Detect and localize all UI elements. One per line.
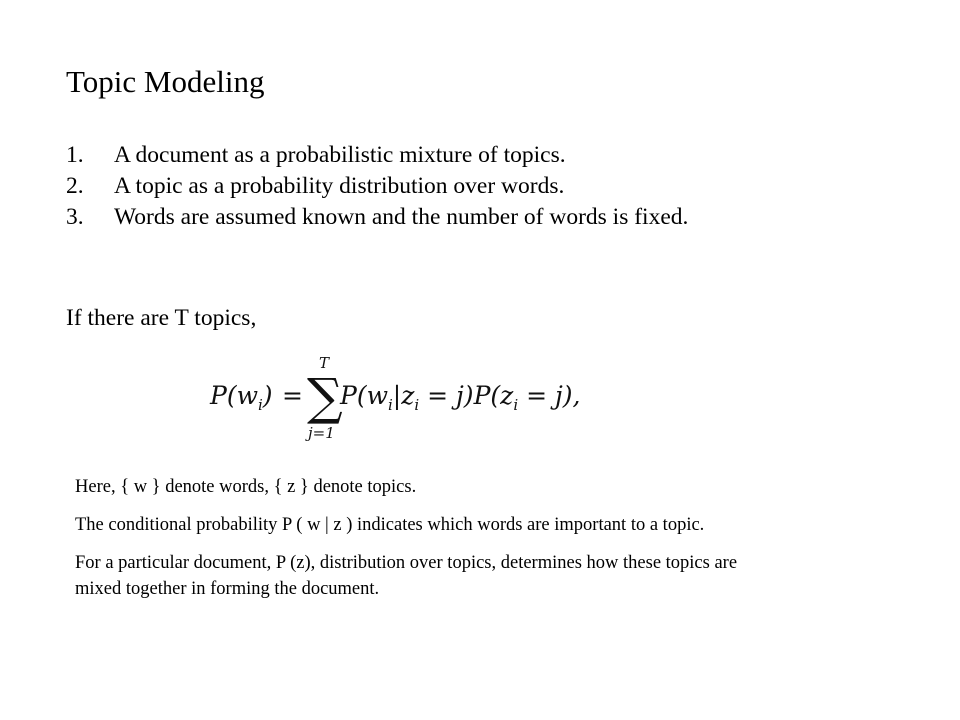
list-item-number: 2. xyxy=(66,173,84,199)
list-item-text: A topic as a probability distribution over words. xyxy=(114,173,565,199)
list-item xyxy=(66,171,688,202)
list-item xyxy=(66,202,688,233)
slide-title: Topic Modeling xyxy=(66,64,265,99)
probability-equation xyxy=(206,352,586,444)
list-item xyxy=(66,140,688,171)
key-points-list xyxy=(66,140,688,233)
list-item-number: 3. xyxy=(66,204,84,230)
topics-intro-text: If there are T topics, xyxy=(66,305,257,331)
list-item-text: A document as a probabilistic mixture of topics. xyxy=(114,142,566,168)
notes-conditional-probability: The conditional probability P ( w | z ) indicates which words are important to a topic. xyxy=(75,515,705,535)
sum-lower-limit: j=1 xyxy=(308,424,335,442)
equation-lhs: $P(w_i)$ xyxy=(210,381,273,414)
summation-symbol: ∑ xyxy=(307,368,343,426)
equation-rhs: $P(w_i|z_i = j)P(z_i = j)$, xyxy=(340,381,581,414)
equation-equals: = xyxy=(282,381,303,410)
list-item-text: Words are assumed known and the number of words is fixed. xyxy=(114,204,689,230)
sum-upper-limit: T xyxy=(319,354,330,372)
explanation-notes xyxy=(75,474,765,614)
list-item-number: 1. xyxy=(66,142,84,168)
notes-definitions: Here, { w } denote words, { z } denote topics. xyxy=(75,477,417,497)
notes-topic-distribution: For a particular document, P (z), distribution over topics, determines how these topics are mixed together in forming the document. xyxy=(75,553,738,599)
